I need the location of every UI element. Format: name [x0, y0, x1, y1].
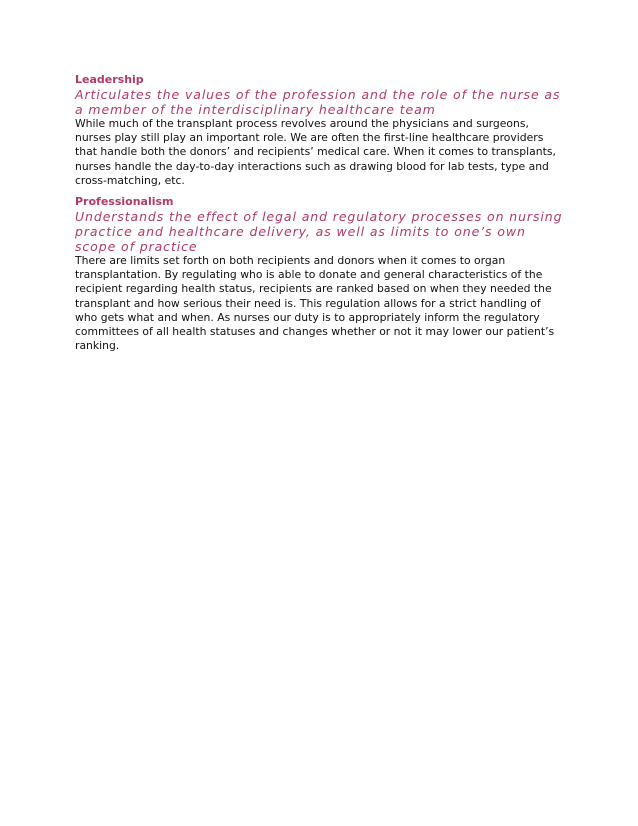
section-subheading: Articulates the values of the profession and the role of the nurse as a member of the interdisciplinary healthcare team	[75, 87, 561, 117]
section-body: While much of the transplant process revolves around the physicians and surgeons, nurses play still play an important role. We are often the first-line healthcare providers that handle both the donors’ and recipients’ medical care. When it comes to transplants, nurses handle the day-to-day interactions such as drawing blood for lab tests, type and cross-matching, etc.	[75, 117, 556, 187]
section-professionalism	[75, 194, 565, 353]
section-leadership	[75, 72, 565, 188]
section-heading: Professionalism	[75, 195, 174, 209]
section-heading: Leadership	[75, 73, 144, 86]
section-subheading: Understands the effect of legal and regulatory processes on nursing practice and healthcare delivery, as well as limits to one’s own scope of practice	[75, 209, 563, 255]
section-body: There are limits set forth on both recipients and donors when it comes to organ transplantation. By regulating who is able to donate and general characteristics of the recipient regarding health status, recipients are ranked based on when they needed the transplant and how serious their need is. This regulation allows for a strict handling of who gets what and when. As nurses our duty is to appropriately inform the regulatory committees of all health statuses and changes whether or not it may lower our patient’s ranking.	[75, 254, 555, 353]
document-page	[75, 72, 565, 353]
